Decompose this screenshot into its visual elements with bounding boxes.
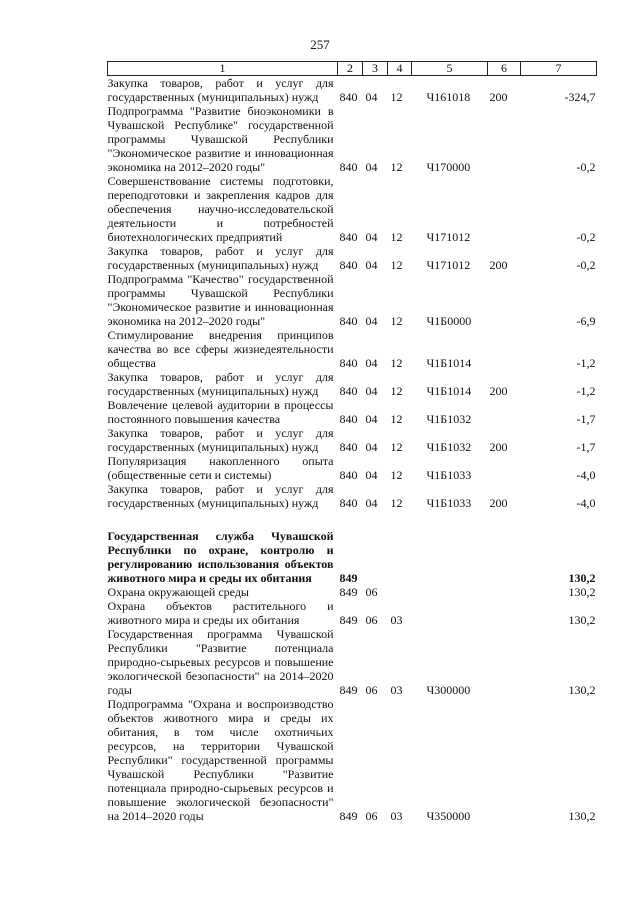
section-code — [363, 529, 388, 585]
ministry-code: 840 — [339, 160, 358, 174]
table-row — [108, 426, 597, 454]
table-row — [108, 370, 597, 398]
row-name: Вовлечение целевой аудитории в процессы постоянного повышения качества — [107, 398, 334, 426]
subsection-code: 12 — [390, 496, 403, 510]
amount: 130,2 — [568, 683, 596, 697]
ministry-code: 849 — [339, 809, 358, 823]
expense-type-code — [488, 697, 521, 823]
amount: -324,7 — [564, 90, 596, 104]
row-name: Подпрограмма "Развитие биоэкономики в Чувашской Республике" государственной программы Чувашской Республики "Экономическое развитие и инновационная экономика на 2012–2020 годы" — [107, 104, 334, 174]
row-name: Закупка товаров, работ и услуг для государственных (муниципальных) нужд — [107, 482, 334, 510]
expense-type-code — [488, 529, 521, 585]
section-code: 06 — [365, 809, 378, 823]
section-code: 04 — [365, 496, 378, 510]
ministry-code: 840 — [339, 230, 358, 244]
target-article-code — [412, 529, 488, 585]
table-row — [108, 585, 597, 599]
section-code: 04 — [365, 160, 378, 174]
table-row — [108, 697, 597, 823]
section-code: 04 — [365, 90, 378, 104]
table-row — [108, 482, 597, 510]
ministry-code: 840 — [339, 384, 358, 398]
subsection-code: 12 — [390, 314, 403, 328]
target-article-code: Ч170000 — [426, 160, 471, 174]
table-row — [108, 454, 597, 482]
column-header: 2 — [338, 62, 363, 76]
column-header: 6 — [488, 62, 521, 76]
subsection-code: 12 — [390, 356, 403, 370]
expense-type-code: 200 — [489, 258, 508, 272]
target-article-code: Ч1Б1032 — [426, 440, 472, 454]
ministry-code: 849 — [339, 571, 358, 585]
section-code: 06 — [365, 585, 378, 599]
subsection-code: 12 — [390, 230, 403, 244]
ministry-code: 840 — [339, 258, 358, 272]
target-article-code: Ч1Б1033 — [426, 496, 472, 510]
column-header: 5 — [412, 62, 488, 76]
amount: 130,2 — [568, 809, 596, 823]
row-name: Совершенствование системы подготовки, переподготовки и закрепления кадров для обеспечения научно-исследовательской деятельности и потребностей биотехнологических предприятий — [107, 174, 334, 244]
row-name: Охрана объектов растительного и животного мира и среды их обитания — [107, 599, 334, 627]
row-name: Закупка товаров, работ и услуг для государственных (муниципальных) нужд — [107, 76, 334, 104]
expense-type-code — [488, 398, 521, 426]
amount: 130,2 — [568, 613, 596, 627]
expense-type-code — [488, 272, 521, 328]
subsection-code: 03 — [390, 683, 403, 697]
expense-type-code: 200 — [489, 90, 508, 104]
subsection-code: 12 — [390, 412, 403, 426]
amount: -1,7 — [576, 412, 596, 426]
target-article-code: Ч300000 — [426, 683, 471, 697]
table-row — [108, 272, 597, 328]
ministry-code: 849 — [339, 683, 358, 697]
subsection-code: 12 — [390, 160, 403, 174]
target-article-code: Ч1Б0000 — [426, 314, 472, 328]
section-code: 04 — [365, 384, 378, 398]
budget-table — [107, 61, 597, 823]
target-article-code — [412, 585, 488, 599]
amount: -0,2 — [576, 160, 596, 174]
expense-type-code — [488, 627, 521, 697]
target-article-code: Ч171012 — [426, 230, 471, 244]
section-code: 04 — [365, 356, 378, 370]
expense-type-code: 200 — [489, 496, 508, 510]
page-number: 257 — [310, 37, 330, 52]
column-header: 7 — [521, 62, 597, 76]
subsection-code: 12 — [390, 258, 403, 272]
section-code: 06 — [365, 613, 378, 627]
row-name: Стимулирование внедрения принципов качества во все сферы жизнедеятельности общества — [107, 328, 334, 370]
row-name: Популяризация накопленного опыта (общественные сети и системы) — [107, 454, 334, 482]
section-code: 04 — [365, 230, 378, 244]
amount: 130,2 — [568, 571, 596, 585]
column-header: 4 — [388, 62, 412, 76]
amount: -4,0 — [576, 496, 596, 510]
row-name: Закупка товаров, работ и услуг для государственных (муниципальных) нужд — [107, 244, 334, 272]
section-code: 04 — [365, 314, 378, 328]
row-name: Государственная программа Чувашской Республики "Развитие потенциала природно-сырьевых ресурсов и повышение экологической безопасности" на 2014–2020 годы — [107, 627, 334, 697]
ministry-code: 840 — [339, 412, 358, 426]
section-code: 06 — [365, 683, 378, 697]
table-row — [108, 174, 597, 244]
row-name: Подпрограмма "Охрана и воспроизводство объектов животного мира и среды их обитания, в том числе охотничьих ресурсов, на территории Чувашской Республики" государственной программы Чувашской Республики "Развитие потенциала природно-сырьевых ресурсов и повышение экологической безопасности" на 2014–2020 годы — [107, 697, 334, 823]
expense-type-code — [488, 104, 521, 174]
target-article-code: Ч1Б1014 — [426, 356, 472, 370]
expense-type-code — [488, 328, 521, 370]
subsection-code — [388, 585, 412, 599]
target-article-code: Ч1Б1033 — [426, 468, 472, 482]
amount: -1,2 — [576, 356, 596, 370]
ministry-code: 840 — [339, 90, 358, 104]
row-name: Подпрограмма "Качество" государственной программы Чувашской Республики "Экономическое развитие и инновационная экономика на 2012–2020 годы" — [107, 272, 334, 328]
target-article-code: Ч1Б1014 — [426, 384, 472, 398]
expense-type-code — [488, 585, 521, 599]
ministry-code: 849 — [339, 613, 358, 627]
target-article-code: Ч1Б1032 — [426, 412, 472, 426]
target-article-code: Ч350000 — [426, 809, 471, 823]
table-row — [108, 104, 597, 174]
table-row — [108, 328, 597, 370]
amount: -1,2 — [576, 384, 596, 398]
table-row — [108, 627, 597, 697]
amount: -0,2 — [576, 230, 596, 244]
amount: 130,2 — [568, 585, 596, 599]
subsection-code: 03 — [390, 613, 403, 627]
row-name: Государственная служба Чувашской Республики по охране, контролю и регулированию использования объектов животного мира и среды их обитания — [107, 529, 334, 585]
table-row — [108, 244, 597, 272]
target-article-code: Ч161018 — [426, 90, 471, 104]
subsection-code: 03 — [390, 809, 403, 823]
ministry-code: 840 — [339, 314, 358, 328]
subsection-code: 12 — [390, 90, 403, 104]
ministry-code: 849 — [339, 585, 358, 599]
column-header: 1 — [108, 62, 338, 76]
amount: -6,9 — [576, 314, 596, 328]
row-name: Охрана окружающей среды — [107, 585, 249, 599]
ministry-code: 840 — [339, 440, 358, 454]
target-article-code: Ч171012 — [426, 258, 471, 272]
subsection-code: 12 — [390, 384, 403, 398]
section-code: 04 — [365, 440, 378, 454]
expense-type-code: 200 — [489, 440, 508, 454]
row-name: Закупка товаров, работ и услуг для государственных (муниципальных) нужд — [107, 426, 334, 454]
table-header-row — [108, 62, 597, 76]
expense-type-code — [488, 174, 521, 244]
ministry-code: 840 — [339, 356, 358, 370]
amount: -4,0 — [576, 468, 596, 482]
column-header: 3 — [363, 62, 388, 76]
table-row — [108, 398, 597, 426]
target-article-code — [412, 599, 488, 627]
expense-type-code — [488, 599, 521, 627]
section-code: 04 — [365, 412, 378, 426]
spacer-cell — [108, 510, 597, 529]
expense-type-code — [488, 454, 521, 482]
section-code: 04 — [365, 468, 378, 482]
table-row — [108, 529, 597, 585]
expense-type-code: 200 — [489, 384, 508, 398]
subsection-code: 12 — [390, 468, 403, 482]
subsection-code: 12 — [390, 440, 403, 454]
row-name: Закупка товаров, работ и услуг для государственных (муниципальных) нужд — [107, 370, 334, 398]
amount: -0,2 — [576, 258, 596, 272]
table-row — [108, 599, 597, 627]
ministry-code: 840 — [339, 468, 358, 482]
section-code: 04 — [365, 258, 378, 272]
subsection-code — [388, 529, 412, 585]
spacer-row — [108, 510, 597, 529]
table-row — [108, 76, 597, 105]
amount: -1,7 — [576, 440, 596, 454]
ministry-code: 840 — [339, 496, 358, 510]
